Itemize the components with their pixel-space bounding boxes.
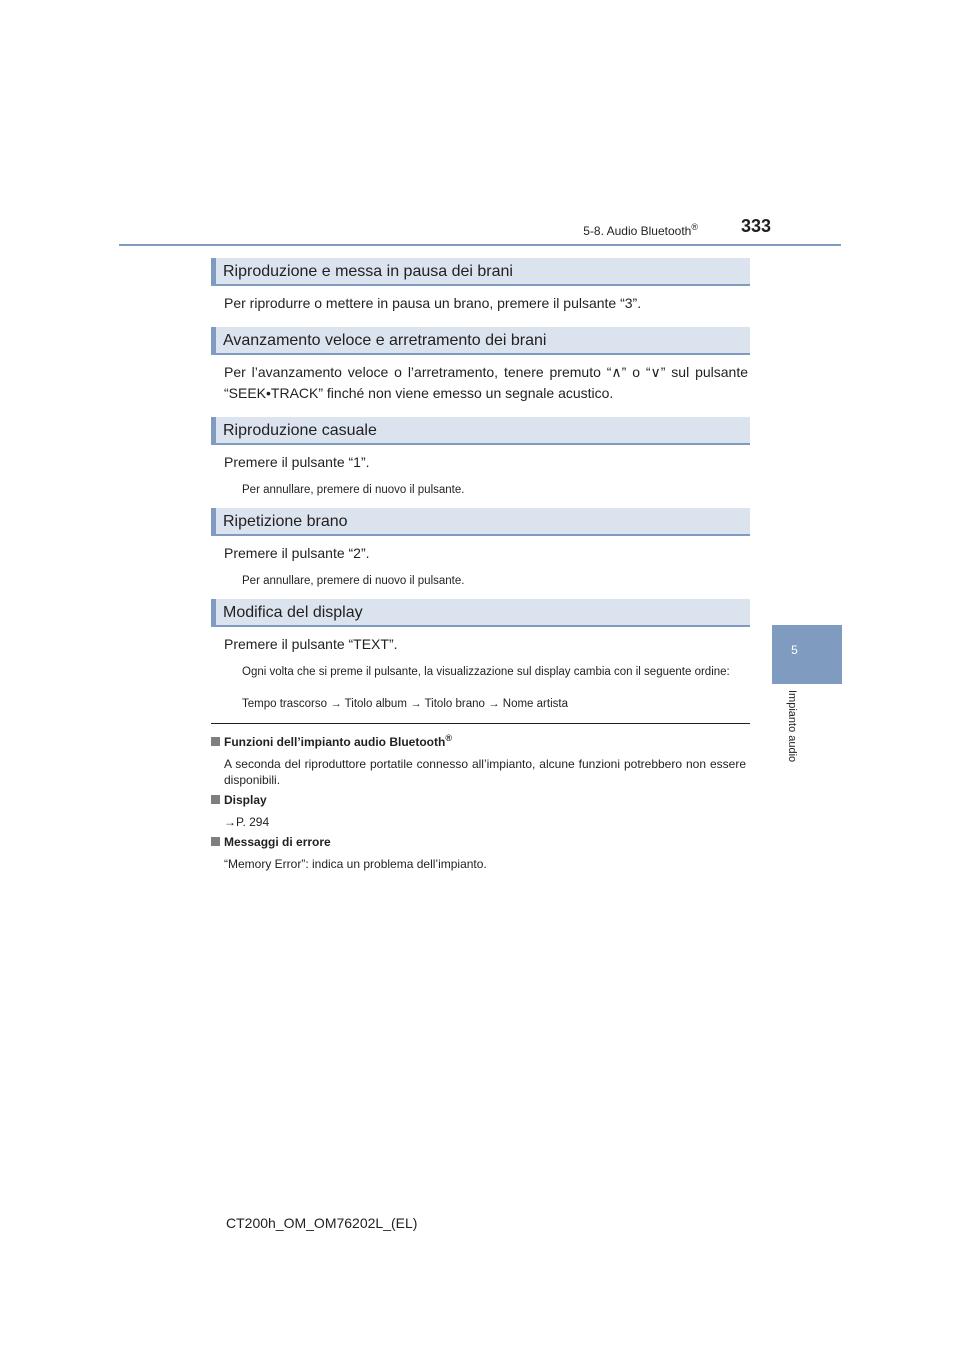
section-text: Premere il pulsante “TEXT”. [224,636,398,652]
page-number: 333 [741,216,772,236]
info-text: “Memory Error”: indica un problema dell’impianto. [224,857,487,871]
chapter-tab [772,625,842,684]
section-heading: Ripetizione brano [211,508,750,536]
section-heading: Riproduzione e messa in pausa dei brani [211,258,750,286]
chapter-label: Impianto audio [786,690,798,763]
info-text: A seconda del riproduttore portatile connesso all’impianto, alcune funzioni potrebbero non essere disponibili. [224,757,746,787]
section-label: 5-8. Audio Bluetooth® [583,222,698,238]
header-divider [119,244,841,246]
section-heading: Modifica del display [211,599,750,627]
section-note: Per annullare, premere di nuovo il pulsante. [242,484,465,496]
page-reference-link[interactable]: →P. 294 [224,815,270,829]
section-note: Per annullare, premere di nuovo il pulsante. [242,575,465,587]
section-text: Premere il pulsante “1”. [224,454,370,470]
section-heading: Riproduzione casuale [211,417,750,445]
square-bullet-icon [211,795,220,804]
info-title: Messaggi di errore [211,835,331,849]
section-note-sequence: Tempo trascorso → Titolo album → Titolo brano → Nome artista [242,698,568,710]
section-text: Per riprodurre o mettere in pausa un brano, premere il pulsante “3”. [224,295,642,311]
section-heading: Avanzamento veloce e arretramento dei brani [211,327,750,355]
info-title: Display [211,793,267,807]
chapter-number: 5 [791,643,798,657]
info-divider [211,723,750,724]
section-text: Per l’avanzamento veloce o l’arretramento, tenere premuto “∧” o “∨” sul pulsante “SEEK•TRACK” finché non viene emesso un segnale acustico. [224,364,748,401]
square-bullet-icon [211,737,220,746]
document-code: CT200h_OM_OM76202L_(EL) [226,1215,418,1231]
section-note: Ogni volta che si preme il pulsante, la visualizzazione sul display cambia con il seguente ordine: [242,666,730,678]
info-title: Funzioni dell’impianto audio Bluetooth® [211,733,452,749]
square-bullet-icon [211,837,220,846]
section-text: Premere il pulsante “2”. [224,545,370,561]
